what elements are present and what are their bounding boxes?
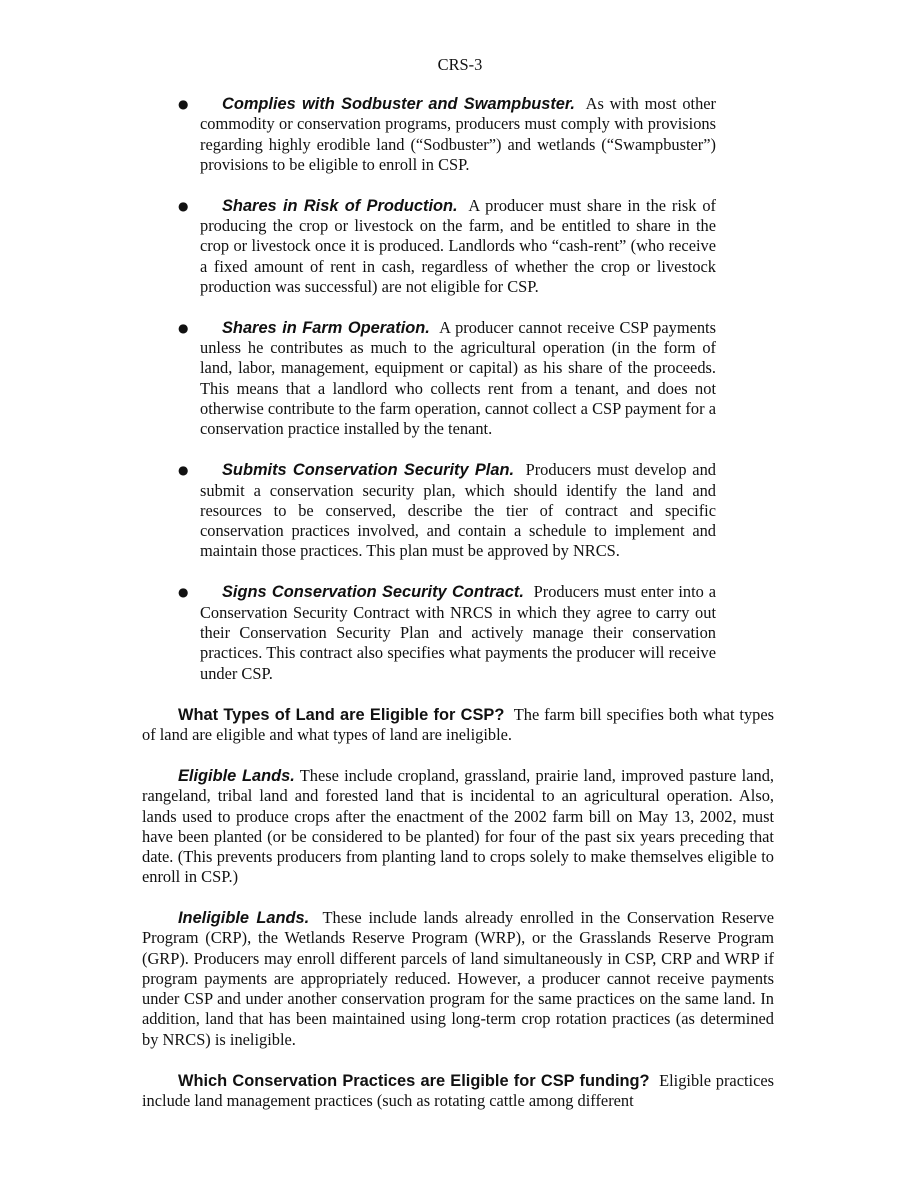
bullet-dot-icon: ● — [178, 320, 189, 335]
bullet-heading: Submits Conservation Security Plan. — [222, 461, 515, 480]
section-text: The farm bill specifies both what types of land are eligible and what types of land are ineligible. — [142, 705, 775, 745]
bullet-heading: Shares in Risk of Production. — [222, 196, 458, 215]
section-heading: Eligible Lands. — [178, 767, 295, 785]
eligible-practices-paragraph — [142, 1071, 774, 1112]
section-heading: Ineligible Lands. — [178, 909, 310, 927]
section-heading: What Types of Land are Eligible for CSP? — [178, 706, 505, 724]
eligibility-requirements-list — [0, 94, 920, 704]
section-text: Eligible practices include land management practices (such as rotating cattle among different — [142, 1071, 775, 1111]
bullet-dot-icon: ● — [178, 97, 189, 111]
list-item — [178, 94, 716, 175]
list-item — [178, 195, 716, 297]
bullet-text: A producer must share in the risk of producing the crop or livestock on the farm, and be entitled to share in the crop or livestock once it is produced. Landlords who “cash-rent” (who receive a fixed amount of rent in cash, regardless of whether the crop or livestock production was successful) are not eligible for CSP. — [200, 195, 716, 296]
bullet-heading: Shares in Farm Operation. — [222, 318, 430, 337]
bullet-dot-icon: ● — [178, 463, 189, 478]
bullet-dot-icon: ● — [178, 585, 189, 600]
section-heading: Which Conservation Practices are Eligible for CSP funding? — [178, 1072, 650, 1090]
bullet-text: A producer cannot receive CSP payments unless he contributes as much to the agricultural operation (in the form of land, labor, management, equipment or capital) as his share of the proceeds. This means that a landlord who collects rent from a tenant, and does not otherwise contribute to the farm operation, cannot collect a CSP payment for a conservation practice installed by the tenant. — [200, 317, 716, 439]
page-header: CRS-3 — [437, 55, 483, 74]
bullet-heading: Complies with Sodbuster and Swampbuster. — [222, 95, 575, 113]
bullet-text: Producers must enter into a Conservation Security Contract with NRCS in which they agree to carry out their Conservation Security Plan and actively manage their conservation practices. This contract also specifies what payments the producer will receive under CSP. — [200, 582, 716, 683]
ineligible-lands-paragraph — [142, 908, 774, 1050]
section-text: These include cropland, grassland, prairie land, improved pasture land, rangeland, tribal land and forested land that is incidental to an agricultural operation. Also, lands used to produce crops after the enactment of the 2002 farm bill on May 13, 2002, must have been planted (or be considered to be planted) for four of the past six years preceding that date. (This prevents producers from planting land to crops solely to make themselves eligible to enroll in CSP.) — [142, 766, 774, 887]
bullet-heading: Signs Conservation Security Contract. — [222, 583, 524, 602]
land-types-paragraph — [142, 705, 774, 746]
list-item — [178, 582, 716, 683]
bullet-dot-icon: ● — [178, 198, 189, 213]
list-item — [178, 460, 716, 561]
list-item — [178, 317, 716, 440]
section-text: These include lands already enrolled in the Conservation Reserve Program (CRP), the Wetlands Reserve Program (WRP), or the Grasslands Reserve Program (GRP). Producers may enroll different parcels of land simultaneously in CSP, CRP and WRP if program payments are appropriately reduced. However, a producer cannot receive payments under CSP and under another conservation program for the same practices on the same land. In addition, land that has been maintained using long-term crop rotation practices (as determined by NRCS) is ineligible. — [142, 908, 774, 1049]
bullet-text: Producers must develop and submit a conservation security plan, which should identify the land and resources to be conserved, describe the tier of contract and specific conservation practices involved, and contain a schedule to implement and maintain those practices. This plan must be approved by NRCS. — [200, 460, 716, 561]
eligible-lands-paragraph — [142, 766, 774, 888]
bullet-text: As with most other commodity or conservation programs, producers must comply with provisions regarding highly erodible land (“Sodbuster”) and wetlands (“Swampbuster”) provisions to be eligible to enroll in CSP. — [200, 94, 716, 174]
